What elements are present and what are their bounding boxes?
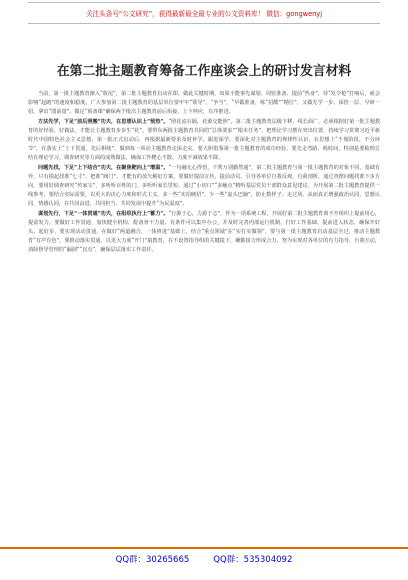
paragraph-method — [28, 118, 380, 163]
top-banner: 关注头条号“公文研究”，获得最新最全最专业的公文资料库！ 微信：gongwenyj — [28, 2, 380, 24]
paragraph-text: “照花流石隔，花源交能照”，第二批主题教育层级下移，线长面广，必须根据好第一批主题教育的好经验，好做法，才能让主题教育步步生“花”。要带东两批主题教育共同的“总体要求”“根本任务”，把理论学习摆在突出位置，持续学习贯彻习近平新时代中国特色社会主义思想，第一批正式启动后，再根据最新要求及时补学，跟进深学，要深化对主题教育的规律性认识，在思想上“不划阶段，不分环节”，在落实上“上下贯通，先后相续”，做到每一项动主题教育走深走实。要大胆借鉴第一批主题教育的成功经验，要先走弯路、耗时间，特别是要梳理总结在理论学习、调查研究等方面的成熟做法，确保工作靶心不散、力度不减效果不降。 — [28, 119, 380, 161]
paragraph-planning — [28, 210, 380, 255]
paragraph-problem — [28, 164, 380, 209]
page-title: 在第二批主题教育筹备工作座谈会上的研讨发言材料 — [56, 64, 352, 79]
paragraph-lead: 谋划先行，下足“一体贯通”功夫，在组织执行上“蓄力”。 — [38, 211, 169, 217]
paragraph-text: “一句融无心得悟，千帮万别勤然通”，第二批主题教育与第一批主题教育的对象不同、基础有异，只有摸起找准“七寸”、把准“阀门”，才能有的放矢解好方案。要做好提前宣传，提前动员，引导各单位自我反观，自我剖析，通过查摆问题找准下步方向，要用好调查研究“传家宝”，多听听百姓的门，多听听家长里短，通过“小切口”“多触点”精听基层党员干部群众意见建议，为开展第二批主题教育提供一线参考，要结合实际需要，以更大的决心力度和形式主义，多一些“实招硬招”，少一些“虚头巴脑”，防止数样子、走过场，从而真正增强政治认同，思想认同，情感认同，在共同奋进、共同担当、共同发展中提升“为民温度”。 — [28, 165, 380, 207]
footer-bar — [0, 547, 408, 569]
document-body — [28, 90, 380, 256]
qq-group-2: QQ群：535304092 — [213, 555, 293, 565]
qq-group-1: QQ群：30265665 — [115, 555, 190, 565]
paragraph-lead: 问题先找，下足“上下结合”功夫，在聚焦靶向上“增温”。 — [38, 165, 169, 171]
paragraph-text: 当前，第一批主题教育渐入“收尾”，第二批主题教育启动在即。做此关键时期，如果不能事先谋划、周密准备、提前“热身”、待“发令枪”打响后，就会影响“起跑”的速度和稳度。广大参加第二批主题教育的基层单位要牢牢“领导”，“争当”，“早做准备，练“招酷”“精位”，又做先学一步、深悟一层、早研一招，拿出“图前量”，做足“预备课”确保两个批次主题教育前后衔接、上下呼应，有序推进。 — [28, 91, 380, 115]
paragraph-text: “行源于心，力源于志”，作为一项系统工程，开展好第二批主题教育离不开组织上提前用心，提前发力。要做好工作贯通，加快健全机构、配备骨干力量、有条件可以集中办公，并及时完善内部运行机制，打好工作基础。提前进入状态，确保开好头、起好步，要实现活动贯通，在做好“两道融合，一体推进”基础上，结合“重点领域”在“实打实做领”，要与第一批主题教育启动基层全过，推动主题教育“有声有色”，要推动落实贯通，以更大力度“开门”搞教育，在不设置指导组的关键提下，确勤接力形成合力，努为实现对各单位的有力指导、自我互动，消除督导管理的“漏洞”“盲点”，确保层层落实工作责任。 — [28, 211, 380, 253]
paragraph-intro — [28, 90, 380, 117]
paragraph-lead: 方法先学，下足“前后照搬”功夫，在思想认识上“预热”。 — [38, 119, 169, 125]
